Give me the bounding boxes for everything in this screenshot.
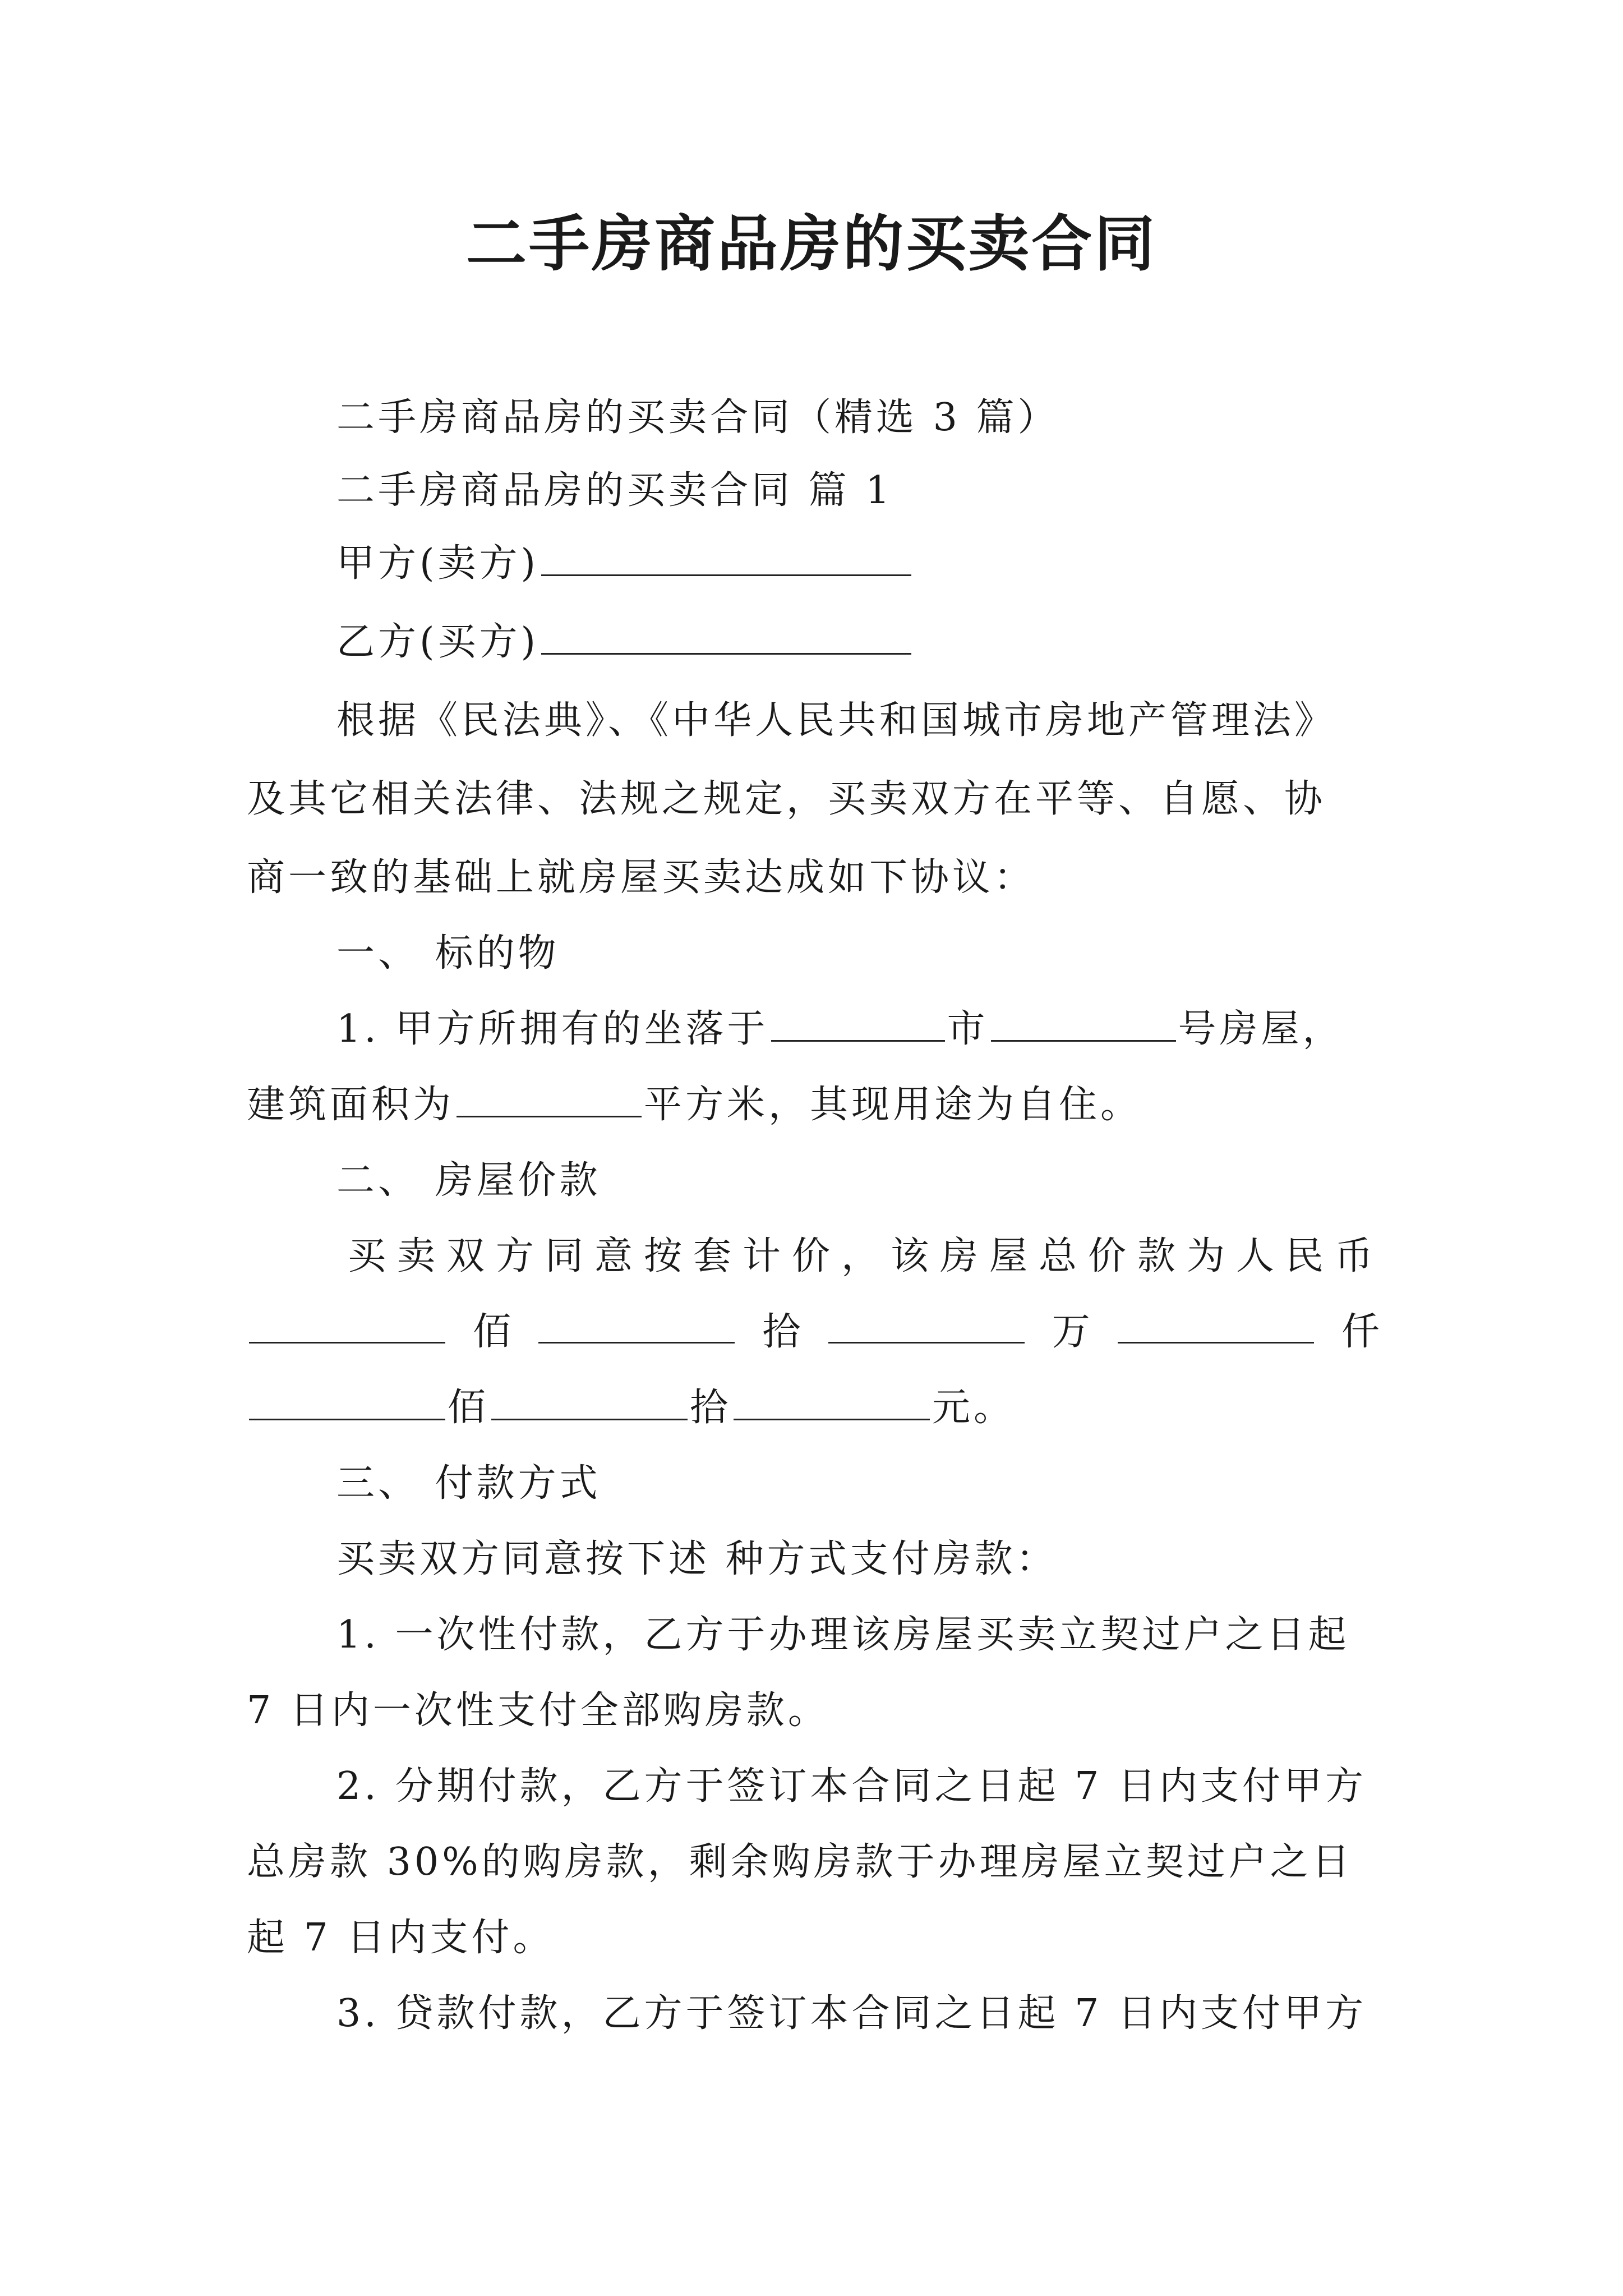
part-heading: 二手房商品房的买卖合同 篇 1 — [336, 468, 893, 513]
clause1-prefix: 1. 甲方所拥有的坐落于 — [336, 1007, 769, 1051]
section3-intro: 买卖双方同意按下述 种方式支付房款： — [336, 1537, 1058, 1581]
unit-shi-2: 拾 — [690, 1386, 732, 1430]
intro-line-3: 商一致的基础上就房屋买卖达成如下协议： — [247, 855, 1036, 900]
area-suffix: 平方米，其现用途为自住。 — [644, 1083, 1142, 1127]
section1-clause1-line1 — [336, 1004, 1344, 1055]
document-title: 二手房商品房的买卖合同 — [465, 209, 1157, 279]
section3-item3-line1: 3. 贷款付款，乙方于签订本合同之日起 7 日内支付甲方 — [336, 1991, 1367, 2036]
price-blank-2 — [538, 1307, 735, 1343]
party-b-blank — [541, 618, 911, 655]
house-number-blank — [991, 1005, 1176, 1042]
section3-item2-line3: 起 7 日内支付。 — [247, 1916, 555, 1960]
section2-heading: 二、 房屋价款 — [336, 1158, 601, 1203]
price-blank-6 — [491, 1384, 688, 1420]
unit-bai: 佰 — [473, 1310, 511, 1354]
party-a-label: 甲方(卖方) — [336, 541, 540, 586]
area-prefix: 建筑面积为 — [247, 1083, 455, 1127]
party-a-line — [336, 539, 914, 589]
section3-item1-line1: 1. 一次性付款，乙方于办理该房屋买卖立契过户之日起 — [336, 1613, 1350, 1657]
section3-item1-line2: 7 日内一次性支付全部购房款。 — [247, 1688, 829, 1733]
area-blank — [457, 1081, 642, 1117]
unit-qian: 仟 — [1341, 1310, 1380, 1354]
subtitle-line: 二手房商品房的买卖合同（精选 3 篇） — [336, 395, 1059, 440]
party-b-line — [336, 617, 914, 668]
unit-yuan: 元。 — [932, 1386, 1016, 1430]
price-blank-1 — [249, 1307, 445, 1343]
intro-line-1: 根据《民法典》、《中华人民共和国城市房地产管理法》 — [336, 698, 1336, 743]
section2-text: 买卖双方同意按套计价，该房屋总价款为人民币 — [348, 1234, 1385, 1278]
clause1-house-label: 号房屋， — [1178, 1007, 1344, 1051]
clause1-city-label: 市 — [947, 1007, 989, 1051]
section1-heading: 一、 标的物 — [336, 931, 560, 976]
price-line-1 — [247, 1307, 1380, 1358]
section3-heading: 三、 付款方式 — [336, 1461, 601, 1506]
price-blank-7 — [734, 1384, 930, 1420]
price-blank-4 — [1118, 1307, 1314, 1343]
city-blank — [771, 1005, 945, 1042]
party-b-label: 乙方(买方) — [336, 620, 540, 664]
price-line-2 — [247, 1383, 1015, 1433]
unit-shi: 拾 — [762, 1310, 801, 1354]
section3-item2-line1: 2. 分期付款，乙方于签订本合同之日起 7 日内支付甲方 — [336, 1764, 1367, 1809]
unit-bai-2: 佰 — [448, 1386, 490, 1430]
section1-clause1-line2 — [247, 1080, 1142, 1130]
intro-line-2: 及其它相关法律、法规之规定，买卖双方在平等、自愿、协 — [247, 777, 1326, 821]
section3-item2-line2: 总房款 30%的购房款，剩余购房款于办理房屋立契过户之日 — [247, 1840, 1353, 1884]
unit-wan: 万 — [1052, 1310, 1090, 1354]
price-blank-3 — [828, 1307, 1025, 1343]
price-blank-5 — [249, 1384, 445, 1420]
party-a-blank — [541, 540, 911, 576]
